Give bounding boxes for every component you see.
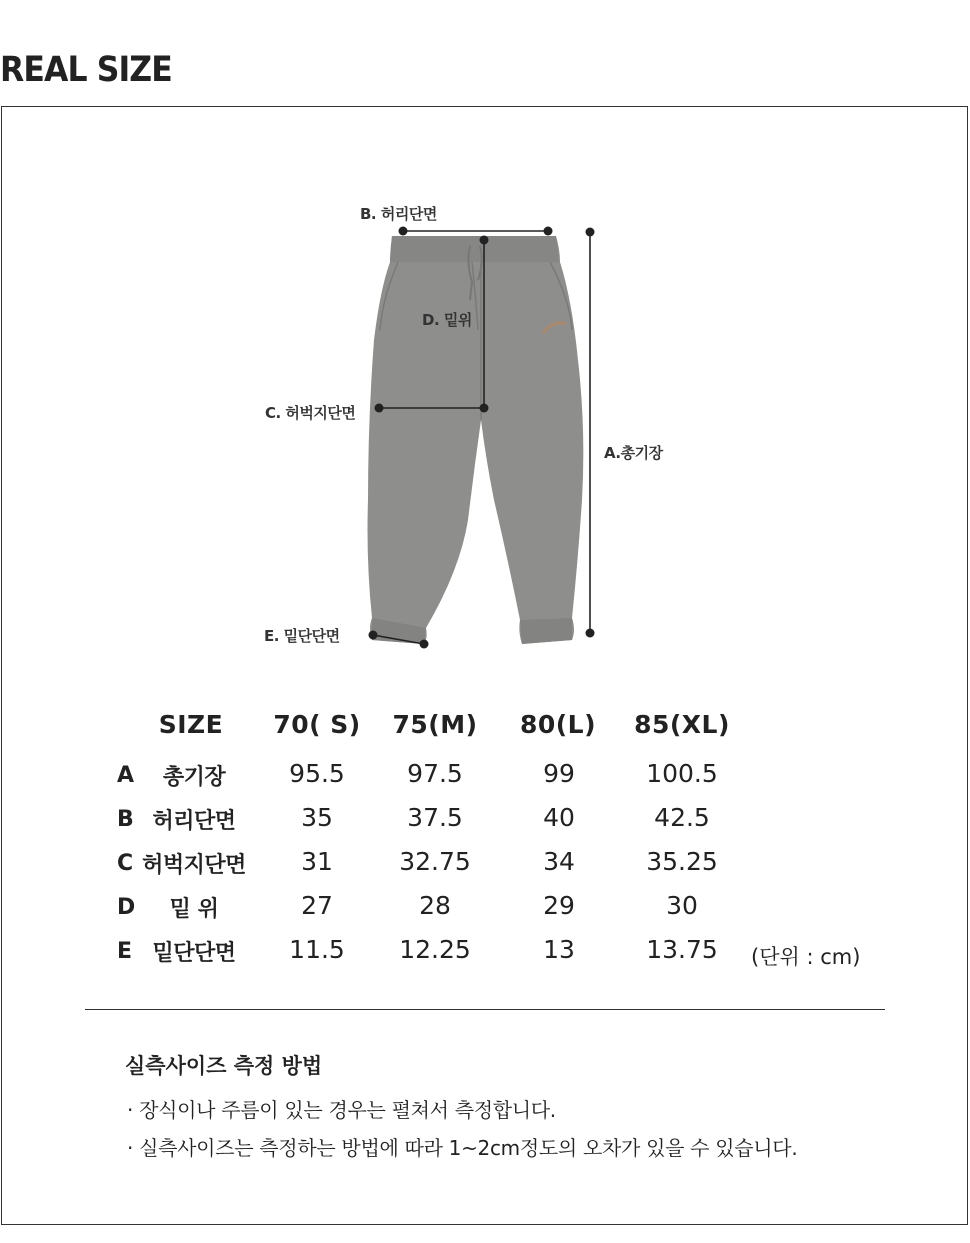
divider [85, 1009, 885, 1010]
table-cell: 99 [543, 759, 575, 788]
table-cell: 95.5 [289, 759, 345, 788]
size-header: 80(L) [519, 710, 597, 739]
table-cell: 30 [666, 891, 698, 920]
label-thigh: C. 허벅지단면 [265, 404, 356, 422]
row-name: 밑단단면 [152, 941, 236, 966]
measure-point-b-left [399, 227, 408, 236]
table-cell: 40 [543, 803, 575, 832]
measure-point-a-top [586, 228, 595, 237]
size-header: 75(M) [392, 710, 478, 739]
row-key: D [117, 895, 136, 920]
label-rise: D. 밑위 [422, 311, 472, 329]
size-header-label: SIZE [158, 710, 224, 739]
measurement-note: · 장식이나 주름이 있는 경우는 펼쳐서 측정합니다. [127, 1098, 556, 1122]
label-total-length: A.총기장 [604, 444, 663, 462]
table-cell: 35.25 [646, 847, 718, 876]
table-cell: 12.25 [399, 935, 471, 964]
table-cell: 11.5 [289, 935, 345, 964]
table-cell: 97.5 [407, 759, 463, 788]
unit-note: (단위 : cm) [751, 945, 861, 969]
row-key: C [117, 851, 134, 876]
table-cell: 13 [543, 935, 575, 964]
measure-point-a-bottom [586, 629, 595, 638]
size-header: 70( S) [273, 710, 361, 739]
measurement-note: · 실측사이즈는 측정하는 방법에 따라 1~2cm정도의 오차가 있을 수 있습니다. [127, 1136, 798, 1160]
measure-point-c-left [375, 404, 384, 413]
table-cell: 35 [301, 803, 333, 832]
table-cell: 13.75 [646, 935, 718, 964]
row-name: 밑 위 [169, 897, 219, 922]
table-cell: 27 [301, 891, 333, 920]
measure-point-e-left [369, 631, 378, 640]
page-title: REAL SIZE [0, 50, 172, 90]
measurement-guide-title: 실측사이즈 측정 방법 [125, 1054, 323, 1078]
measure-point-e-right [420, 640, 429, 649]
row-name: 총기장 [162, 765, 226, 790]
row-name: 허벅지단면 [142, 853, 246, 878]
table-cell: 28 [419, 891, 451, 920]
table-cell: 34 [543, 847, 575, 876]
measure-point-b-right [544, 227, 553, 236]
row-key: E [117, 939, 133, 964]
table-cell: 32.75 [399, 847, 471, 876]
table-cell: 29 [543, 891, 575, 920]
table-cell: 31 [301, 847, 333, 876]
label-waist: B. 허리단면 [360, 205, 437, 223]
row-name: 허리단면 [152, 809, 236, 834]
row-key: A [117, 763, 135, 788]
row-key: B [117, 807, 134, 832]
table-cell: 42.5 [654, 803, 710, 832]
label-hem: E. 밑단단면 [264, 627, 340, 645]
size-header: 85(XL) [634, 710, 730, 739]
measure-point-d-top [480, 236, 489, 245]
table-cell: 37.5 [407, 803, 463, 832]
table-cell: 100.5 [646, 759, 718, 788]
